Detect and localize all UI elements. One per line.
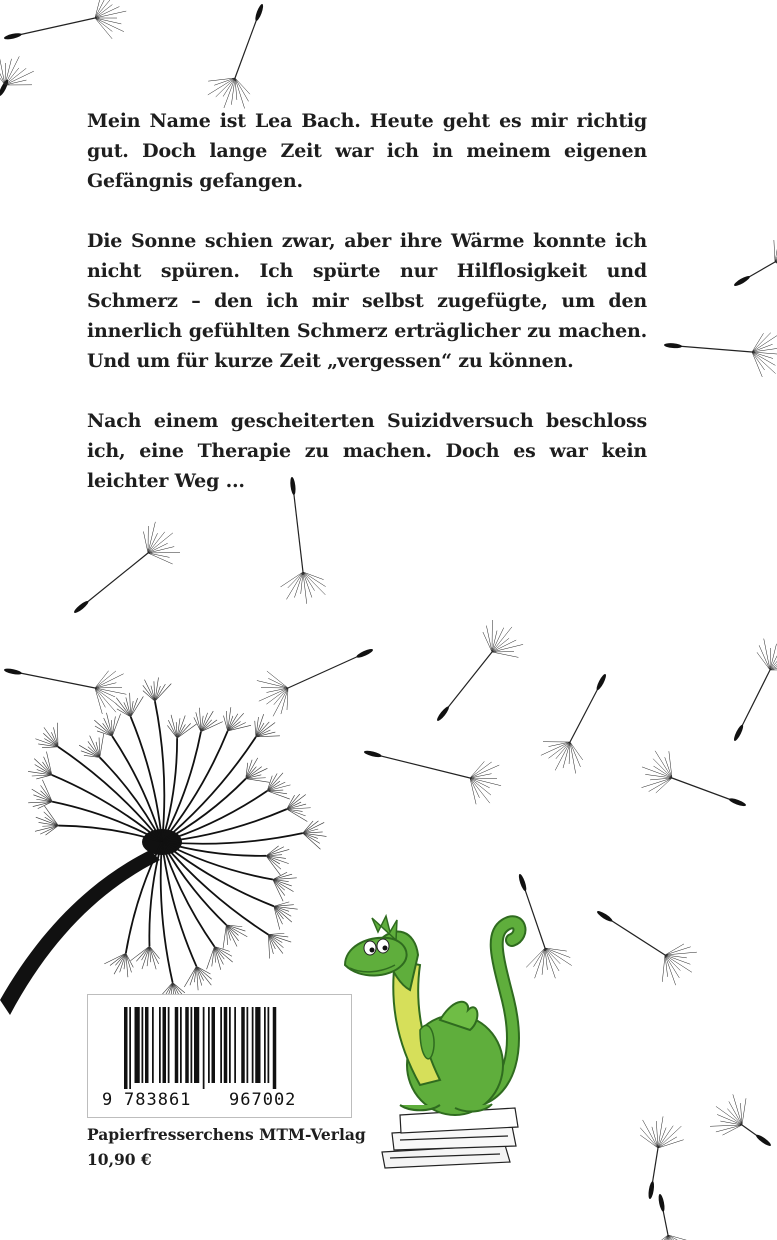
- dandelion-seed-icon: [596, 909, 697, 985]
- book-stack-icon: [382, 1108, 518, 1168]
- barcode-group-1: 783861: [124, 1090, 192, 1110]
- blurb-paragraph-2: Die Sonne schien zwar, aber ihre Wärme konnte ich nicht spüren. Ich spürte nur Hilflosigkeit und Schmerz – den ich mir selbst zugefügte, um den innerlich gefühlten Schmerz erträglicher zu machen. Und um für kurze Zeit „vergessen“ zu können.: [87, 230, 647, 372]
- dandelion-seed-icon: [257, 647, 374, 716]
- blurb-paragraph-3: Nach einem gescheiterten Suizidversuch beschloss ich, eine Therapie zu machen. Doch es war kein leichter Weg ...: [87, 410, 647, 492]
- dandelion-flower: [0, 677, 326, 1015]
- dandelion-seed-icon: [733, 232, 777, 287]
- dandelion-seed-icon: [541, 673, 608, 773]
- blurb-paragraph-1: Mein Name ist Lea Bach. Heute geht es mir richtig gut. Doch lange Zeit war ich in meinem eigenen Gefängnis gefangen.: [87, 110, 647, 192]
- dandelion-seed-icon: [710, 1094, 772, 1147]
- price-label: 10,90 €: [87, 1150, 152, 1169]
- dandelion-seed-icon: [4, 667, 127, 714]
- barcode-lead-digit: 9: [102, 1090, 113, 1110]
- dandelion-seed-icon: [732, 639, 777, 742]
- dandelion-seed-icon: [208, 3, 265, 108]
- dandelion-seed-icon: [73, 522, 180, 615]
- dandelion-seed-icon: [641, 751, 746, 808]
- dandelion-seed-icon: [363, 749, 501, 804]
- dragon-mascot: [345, 916, 519, 1168]
- dandelion-seed-icon: [647, 1194, 692, 1240]
- barcode-group-2: 967002: [229, 1090, 297, 1110]
- dandelion-seed-icon: [640, 1116, 684, 1199]
- barcode: [87, 994, 352, 1118]
- publisher-name: Papierfresserchens MTM-Verlag: [87, 1125, 366, 1144]
- dandelion-seed-icon: [0, 54, 34, 97]
- dandelion-seed-icon: [435, 620, 523, 722]
- dandelion-seed-icon: [664, 333, 777, 377]
- dandelion-seed-icon: [4, 0, 127, 41]
